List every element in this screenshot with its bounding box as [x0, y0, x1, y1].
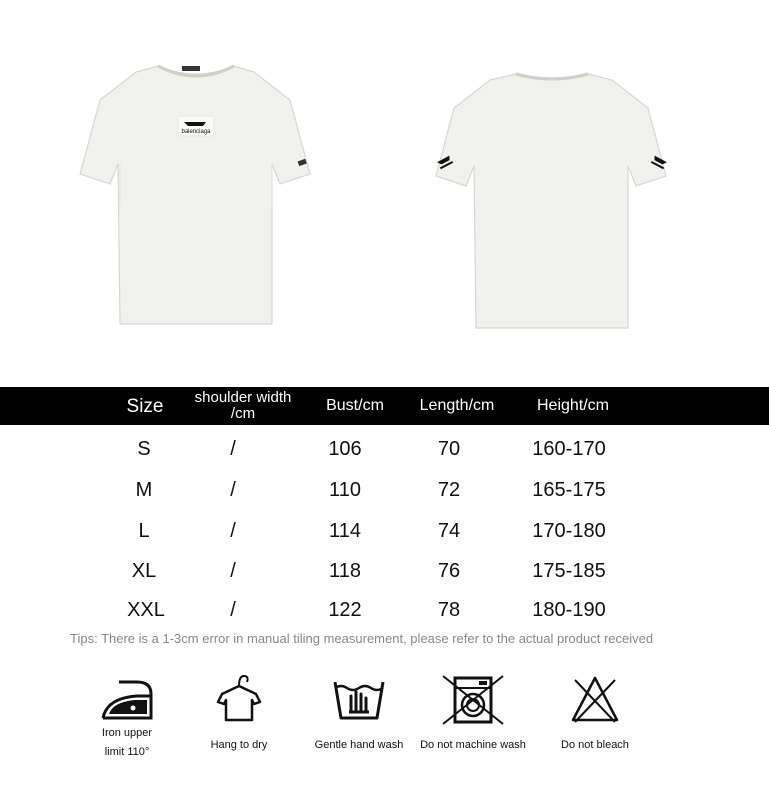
- cell-shoulder: /: [230, 520, 236, 542]
- cell-shoulder: /: [230, 438, 236, 460]
- care-iron: [92, 676, 162, 762]
- product-photos: [0, 0, 769, 380]
- table-row: [0, 438, 769, 468]
- care-handwash-label: Gentle hand wash: [314, 739, 404, 751]
- table-row: [0, 599, 769, 629]
- table-row: [0, 479, 769, 509]
- tshirt-front-image: [76, 56, 316, 336]
- header-length: Length/cm: [419, 397, 495, 414]
- cell-length: 74: [437, 520, 461, 542]
- tshirt-back-image: [432, 62, 672, 334]
- care-handwash: [307, 674, 411, 755]
- cell-bust: 110: [329, 479, 361, 501]
- care-iron-line1: Iron upper: [101, 727, 153, 739]
- table-row: [0, 560, 769, 590]
- cell-shoulder: /: [230, 560, 236, 582]
- cell-length: 72: [437, 479, 461, 501]
- cell-height: 165-175: [532, 479, 606, 501]
- cell-height: 180-190: [532, 599, 606, 621]
- cell-height: 170-180: [532, 520, 606, 542]
- cell-bust: 106: [328, 438, 362, 460]
- cell-size: XXL: [127, 599, 165, 621]
- measurement-tips: Tips: There is a 1-3cm error in manual tiling measurement, please refer to the actual product received: [70, 631, 654, 646]
- cell-height: 160-170: [532, 438, 606, 460]
- iron-icon: [97, 676, 157, 724]
- front-logo-text: balenciaga: [181, 129, 211, 135]
- cell-length: 70: [437, 438, 461, 460]
- cell-size: XL: [131, 560, 157, 582]
- header-shoulder-line1: shoulder width: [194, 389, 292, 406]
- header-shoulder-line2: /cm: [230, 405, 256, 422]
- hand-wash-icon: [331, 674, 387, 726]
- header-height: Height/cm: [536, 397, 610, 414]
- header-bust: Bust/cm: [326, 397, 384, 414]
- hanger-shirt-icon: [214, 672, 264, 724]
- no-bleach-icon: [569, 674, 621, 726]
- table-row: [0, 520, 769, 550]
- cell-size: M: [135, 479, 153, 501]
- care-nobleach-label: Do not bleach: [561, 739, 629, 751]
- cell-bust: 122: [328, 599, 362, 621]
- no-machine-wash-icon: [441, 674, 505, 726]
- header-shoulder: [195, 390, 292, 422]
- cell-bust: 114: [329, 520, 361, 542]
- size-table-header: [0, 387, 769, 425]
- care-iron-line2: limit 110°: [104, 746, 150, 758]
- care-hang: [203, 672, 275, 755]
- header-size: Size: [126, 396, 164, 417]
- cell-shoulder: /: [230, 479, 236, 501]
- cell-height: 175-185: [532, 560, 606, 582]
- cell-size: S: [137, 438, 151, 460]
- care-hang-label: Hang to dry: [210, 739, 268, 751]
- cell-length: 76: [437, 560, 461, 582]
- cell-shoulder: /: [230, 599, 236, 621]
- cell-length: 78: [437, 599, 461, 621]
- care-nomachine: [412, 674, 534, 755]
- cell-bust: 118: [329, 560, 361, 582]
- care-nomachine-label: Do not machine wash: [420, 739, 526, 751]
- cell-size: L: [138, 520, 150, 542]
- care-nobleach: [550, 674, 640, 755]
